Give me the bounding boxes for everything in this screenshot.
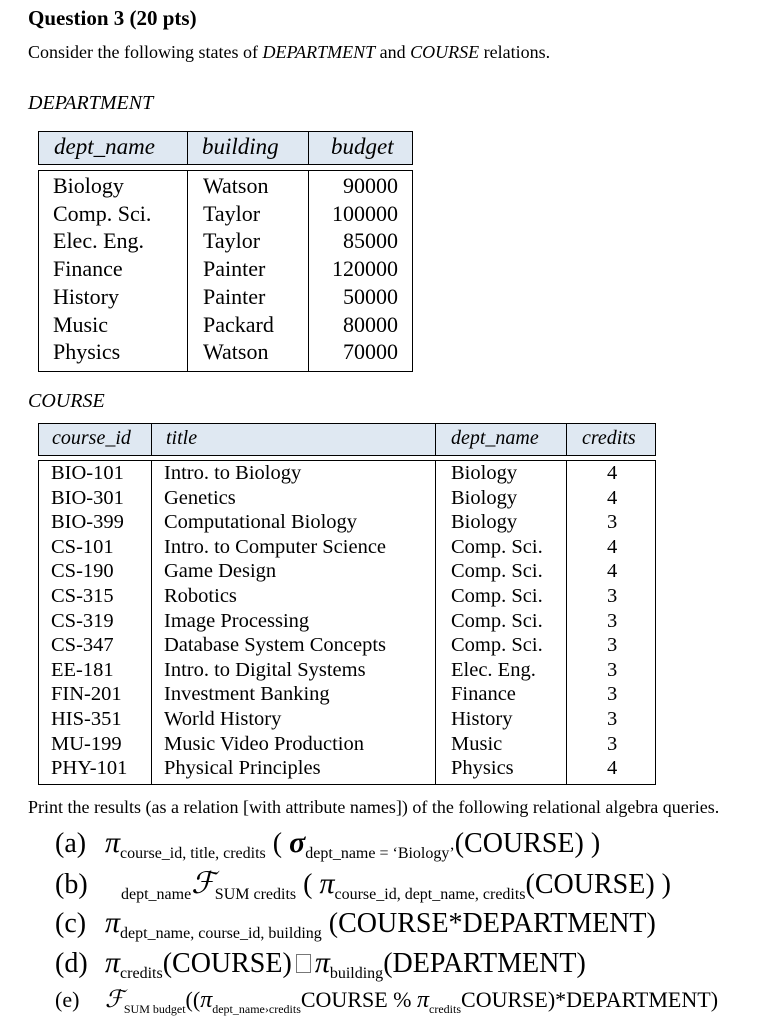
department-caption: DEPARTMENT	[28, 92, 154, 114]
table-cell: 4	[607, 462, 618, 484]
table-cell: 50000	[343, 283, 398, 309]
table-row	[39, 284, 412, 312]
table-row	[39, 733, 655, 758]
table-cell: Watson	[203, 173, 269, 198]
table-cell: 3	[607, 683, 618, 706]
table-row	[39, 462, 655, 487]
query-b: (b) $_{dept\_name}$ℱ$_{SUM credits}$ ( $\pi_{course\_id, dept\_name, credits}(COURSE)$ )	[55, 867, 671, 903]
department-header	[38, 131, 413, 165]
table-cell: 70000	[343, 339, 398, 365]
header-building: building	[202, 134, 279, 159]
table-row	[39, 560, 655, 585]
table-cell: Computational Biology	[164, 511, 358, 534]
table-cell: 3	[607, 708, 618, 730]
queries-prompt: Print the results (as a relation [with attribute names]) of the following relational algebra queries.	[28, 797, 720, 817]
table-cell: Music	[53, 311, 108, 337]
table-cell: BIO-399	[51, 511, 124, 534]
table-cell: 3	[607, 732, 618, 755]
table-cell: Comp. Sci.	[451, 585, 543, 607]
course-table	[38, 460, 656, 785]
table-cell: CS-101	[51, 535, 114, 558]
query-a: (a) $\pi_{course\_id, title, credits}$ ( $\sigma_{dept\_name = ‘Biology’}(COURSE)$ )	[55, 826, 601, 862]
table-cell: Painter	[203, 256, 266, 282]
query-d: (d) $\pi_{credits}(COURSE)$ $\pi_{building}(DEPARTMENT)$	[55, 946, 586, 982]
table-cell: CS-315	[51, 585, 114, 607]
table-cell: Biology	[451, 486, 518, 509]
table-cell: 120000	[332, 256, 398, 282]
table-cell: Watson	[203, 339, 269, 365]
question-intro: Consider the following states of DEPARTMENT and COURSE relations.	[28, 42, 551, 62]
table-cell: 4	[607, 757, 618, 780]
table-row	[39, 634, 655, 659]
table-cell: 3	[607, 658, 618, 681]
table-cell: EE-181	[51, 658, 114, 681]
table-cell: CS-319	[51, 609, 114, 632]
table-cell: Comp. Sci.	[451, 609, 543, 632]
table-cell: FIN-201	[51, 683, 122, 706]
table-cell: Taylor	[203, 200, 261, 226]
header-budget: budget	[331, 134, 394, 159]
course-header	[38, 423, 656, 456]
table-cell: Comp. Sci.	[451, 560, 543, 583]
table-cell: Biology	[451, 511, 518, 534]
table-row	[39, 201, 412, 229]
table-cell: 80000	[343, 311, 398, 337]
table-cell: 4	[607, 560, 618, 583]
table-cell: World History	[164, 708, 282, 730]
table-cell: History	[53, 283, 119, 309]
query-c: (c) $\pi_{dept\_name, course\_id, building}$ (COURSE*DEPARTMENT)	[55, 906, 656, 942]
query-e: (e) $ℱ_{SUM budget}((\pi_{dept\_name›credits}COURSE$ % $\pi_{credits}COURSE)*DEPARTMENT$)	[55, 987, 719, 1016]
table-cell: Taylor	[203, 228, 261, 254]
table-cell: MU-199	[51, 732, 122, 755]
table-cell: BIO-101	[51, 462, 124, 484]
table-row	[39, 487, 655, 512]
header-course-id: course_id	[52, 427, 131, 449]
table-row	[39, 173, 412, 201]
table-cell: Comp. Sci.	[451, 634, 543, 657]
table-cell: Game Design	[164, 560, 277, 583]
course-caption: COURSE	[28, 390, 105, 412]
table-cell: Comp. Sci.	[451, 535, 543, 558]
unknown-operator-glyph	[296, 954, 311, 973]
table-cell: BIO-301	[51, 486, 124, 509]
table-cell: 85000	[343, 228, 398, 254]
table-row	[39, 228, 412, 256]
table-cell: Biology	[53, 173, 124, 198]
table-cell: Genetics	[164, 486, 236, 509]
table-row	[39, 339, 412, 367]
header-credits: credits	[582, 427, 636, 449]
table-cell: Intro. to Computer Science	[164, 535, 387, 558]
header-title: title	[166, 427, 198, 449]
table-cell: 100000	[332, 200, 398, 226]
table-row	[39, 256, 412, 284]
table-cell: Finance	[53, 256, 123, 282]
table-cell: Database System Concepts	[164, 634, 387, 657]
table-cell: 3	[607, 609, 618, 632]
table-cell: Biology	[451, 462, 518, 484]
table-cell: Physics	[53, 339, 121, 365]
question-title: Question 3 (20 pts)	[28, 6, 197, 30]
table-cell: Investment Banking	[164, 683, 330, 706]
table-cell: Comp. Sci.	[53, 200, 152, 226]
table-cell: Packard	[203, 311, 274, 337]
table-row	[39, 610, 655, 635]
header-dept-name: dept_name	[54, 134, 155, 159]
table-cell: CS-347	[51, 634, 114, 657]
table-cell: Elec. Eng.	[451, 658, 536, 681]
table-cell: 3	[607, 511, 618, 534]
table-cell: Painter	[203, 283, 266, 309]
table-cell: HIS-351	[51, 708, 122, 730]
table-cell: Music Video Production	[164, 732, 364, 755]
table-cell: CS-190	[51, 560, 114, 583]
table-row	[39, 585, 655, 610]
table-row	[39, 536, 655, 561]
table-cell: Image Processing	[164, 609, 310, 632]
table-cell: 90000	[343, 173, 398, 198]
table-cell: Finance	[451, 683, 516, 706]
department-table	[38, 170, 413, 372]
table-row	[39, 708, 655, 733]
table-cell: Robotics	[164, 585, 237, 607]
table-cell: 4	[607, 535, 618, 558]
table-cell: Physics	[451, 757, 514, 780]
table-row	[39, 757, 655, 782]
header-dept-name: dept_name	[451, 427, 539, 449]
table-cell: Music	[451, 732, 503, 755]
table-cell: 4	[607, 486, 618, 509]
table-row	[39, 683, 655, 708]
table-cell: PHY-101	[51, 757, 128, 780]
table-cell: Intro. to Digital Systems	[164, 658, 366, 681]
table-cell: 3	[607, 634, 618, 657]
table-row	[39, 511, 655, 536]
table-cell: Physical Principles	[164, 757, 321, 780]
table-cell: History	[451, 708, 513, 730]
table-cell: Intro. to Biology	[164, 462, 302, 484]
table-row	[39, 659, 655, 684]
table-cell: Elec. Eng.	[53, 228, 145, 254]
table-cell: 3	[607, 585, 618, 607]
table-row	[39, 312, 412, 340]
